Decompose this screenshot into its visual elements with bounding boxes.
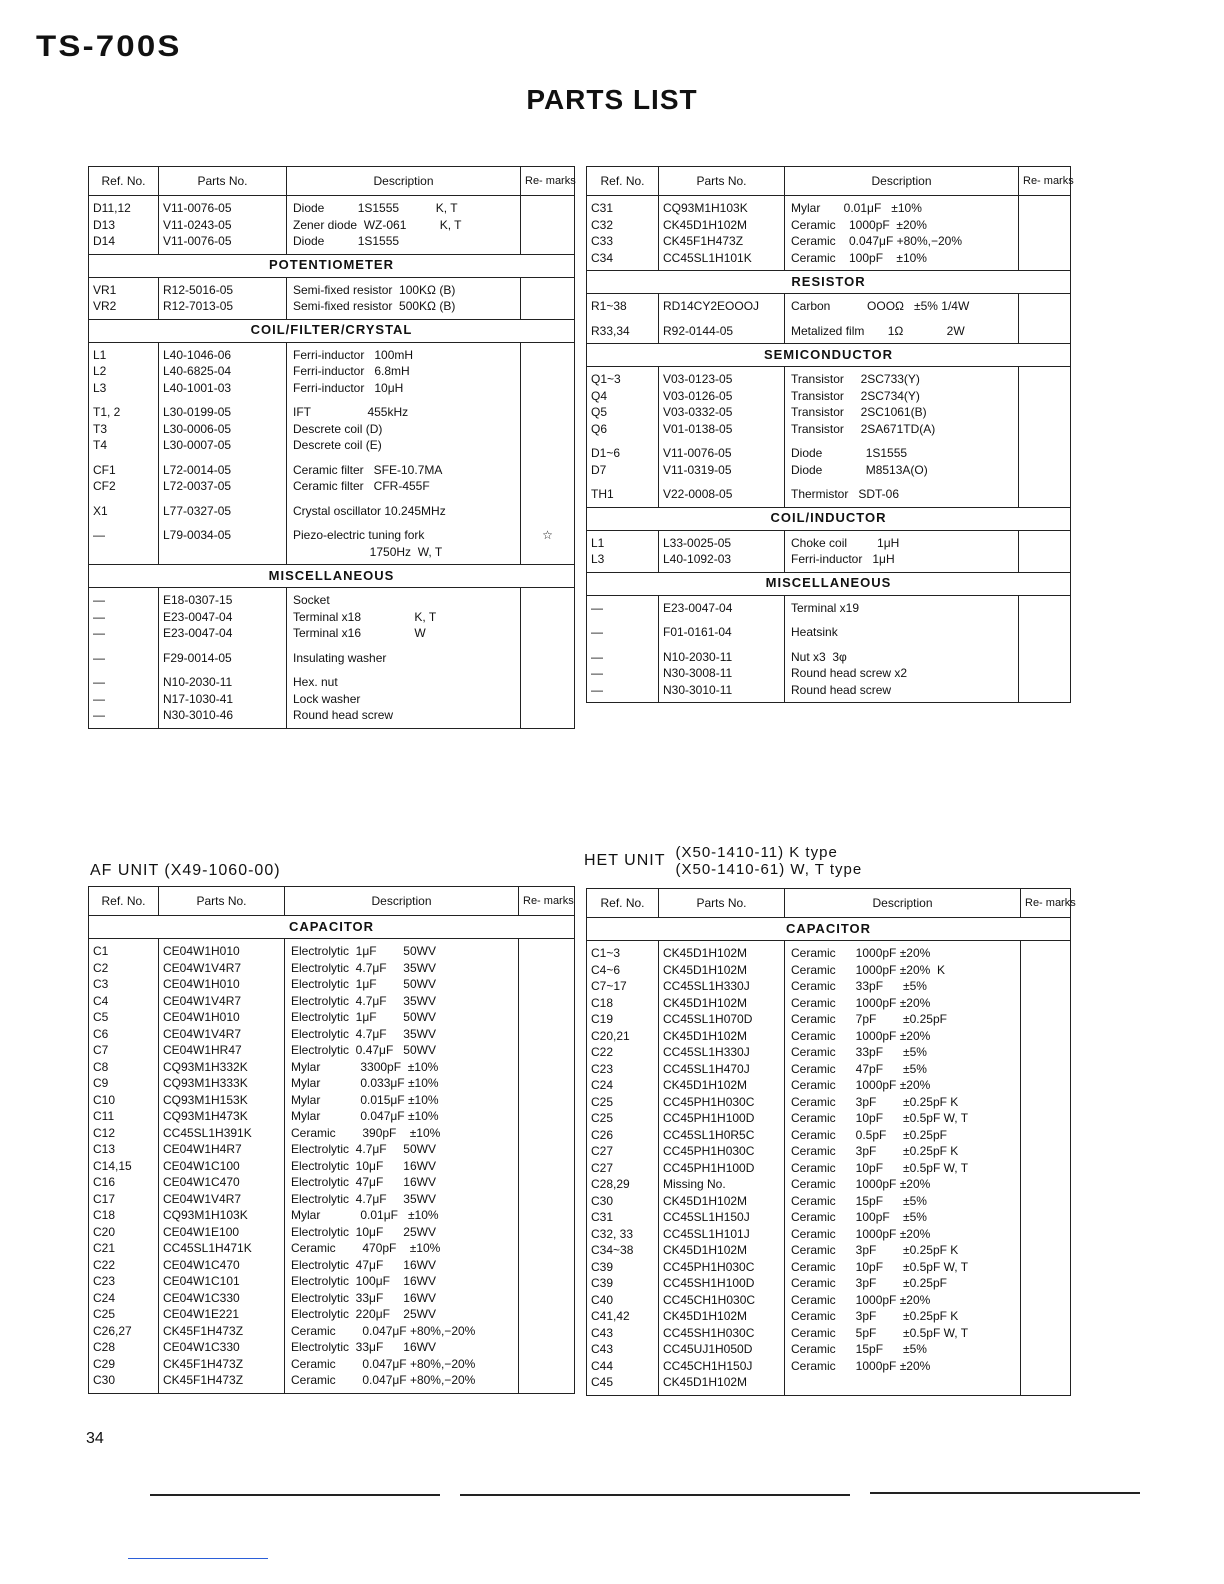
parts-no-cell: F29-0014-05 bbox=[159, 646, 287, 671]
het-unit-heading bbox=[584, 844, 862, 878]
description-cell: Ceramic 1000pF ±20% Ceramic 1000pF ±20% K Ceramic 33pF ±5% Ceramic 1000pF ±20% Ceramic 7pF ±0.25pF Ceramic 1000pF ±20% Ceramic 33pF ±5% Ceramic 47pF ±5% Ceramic 1000pF ±20% Ceramic 3pF ±0.25pF K Ceramic 10pF ±0.5pF W, T Ceramic 0.5pF ±0.25pF Ceramic 3pF ±0.25pF K Ceramic 10pF ±0.5pF W, T Ceramic 1000pF ±20% Ceramic 15pF ±5% Ceramic 100pF ±5% Ceramic 1000pF ±20% Ceramic 3pF ±0.25pF K Ceramic 10pF ±0.5pF W, T Ceramic 3pF ±0.25pF Ceramic 1000pF ±20% Ceramic 3pF ±0.25pF K Ceramic 5pF ±0.5pF W, T Ceramic 15pF ±5% Ceramic 1000pF ±20% bbox=[785, 941, 1021, 1396]
ref-no-cell: — bbox=[587, 620, 659, 645]
ref-no-cell: L1 L2 L3 bbox=[89, 342, 159, 400]
parts-no-cell: CQ93M1H103K CK45D1H102M CK45F1H473Z CC45SL1H101K bbox=[659, 196, 785, 271]
remarks-cell bbox=[1019, 441, 1071, 482]
description-header: Description bbox=[285, 887, 519, 916]
parts-no-cell: CE04W1H010 CE04W1V4R7 CE04W1H010 CE04W1V4R7 CE04W1H010 CE04W1V4R7 CE04W1HR47 CQ93M1H332K CQ93M1H333K CQ93M1H153K CQ93M1H473K CC45SL1H391K CE04W1H4R7 CE04W1C100 CE04W1C470 CE04W1V4R7 CQ93M1H103K CE04W1E100 CC45SL1H471K CE04W1C470 CE04W1C101 CE04W1C330 CE04W1E221 CK45F1H473Z CE04W1C330 CK45F1H473Z CK45F1H473Z bbox=[159, 939, 285, 1394]
ref-no-header: Ref. No. bbox=[89, 167, 159, 196]
section-row bbox=[89, 254, 575, 277]
section-title: COIL/INDUCTOR bbox=[587, 507, 1071, 530]
table-row bbox=[587, 319, 1071, 344]
ref-no-cell: C1 C2 C3 C4 C5 C6 C7 C8 C9 C10 C11 C12 C13 C14,15 C16 C17 C18 C20 C21 C22 C23 C24 C25 C26,27 C28 C29 C30 bbox=[89, 939, 159, 1394]
remarks-cell bbox=[1019, 530, 1071, 572]
remarks-cell bbox=[1019, 319, 1071, 344]
description-cell: Electrolytic 1μF 50WV Electrolytic 4.7μF 35WV Electrolytic 1μF 50WV Electrolytic 4.7μF 35WV Electrolytic 1μF 50WV Electrolytic 4.7μF 35WV Electrolytic 0.47μF 50WV Mylar 3300pF ±10% Mylar 0.033μF ±10% Mylar 0.015μF ±10% Mylar 0.047μF ±10% Ceramic 390pF ±10% Electrolytic 4.7μF 50WV Electrolytic 10μF 16WV Electrolytic 47μF 16WV Electrolytic 4.7μF 35WV Mylar 0.01μF ±10% Electrolytic 10μF 25WV Ceramic 470pF ±10% Electrolytic 47μF 16WV Electrolytic 100μF 16WV Electrolytic 33μF 16WV Electrolytic 220μF 25WV Ceramic 0.047μF +80%,−20% Electrolytic 33μF 16WV Ceramic 0.047μF +80%,−20% Ceramic 0.047μF +80%,−20% bbox=[285, 939, 519, 1394]
parts-no-header: Parts No. bbox=[659, 889, 785, 918]
parts-no-cell: E23-0047-04 bbox=[659, 595, 785, 620]
ref-no-cell: VR1 VR2 bbox=[89, 277, 159, 319]
parts-no-cell: V03-0123-05 V03-0126-05 V03-0332-05 V01-0138-05 bbox=[659, 367, 785, 442]
description-header: Description bbox=[785, 889, 1021, 918]
parts-no-cell: L30-0199-05 L30-0006-05 L30-0007-05 bbox=[159, 400, 287, 458]
table-row bbox=[587, 367, 1071, 442]
section-row bbox=[587, 271, 1071, 294]
ref-no-cell: R1~38 bbox=[587, 294, 659, 319]
ref-no-cell: X1 bbox=[89, 499, 159, 524]
description-cell: Terminal x19 bbox=[785, 595, 1019, 620]
het-unit-type-1: (X50-1410-11) K type bbox=[675, 844, 838, 861]
parts-no-cell: R12-5016-05 R12-7013-05 bbox=[159, 277, 287, 319]
remarks-cell bbox=[521, 196, 575, 255]
bottom-rule-middle bbox=[460, 1494, 850, 1496]
ref-no-cell: C31 C32 C33 C34 bbox=[587, 196, 659, 271]
section-title: RESISTOR bbox=[587, 271, 1071, 294]
ref-no-cell: TH1 bbox=[587, 482, 659, 507]
parts-no-cell: CK45D1H102M CK45D1H102M CC45SL1H330J CK45D1H102M CC45SL1H070D CK45D1H102M CC45SL1H330J CC45SL1H470J CK45D1H102M CC45PH1H030C CC45PH1H100D CC45SL1H0R5C CC45PH1H030C CC45PH1H100D Missing No. CK45D1H102M CC45SL1H150J CC45SL1H101J CK45D1H102M CC45PH1H030C CC45SH1H100D CC45CH1H030C CK45D1H102M CC45SH1H030C CC45UJ1H050D CC45CH1H150J CK45D1H102M bbox=[659, 941, 785, 1396]
ref-no-cell: — bbox=[587, 595, 659, 620]
het-unit-label: HET UNIT bbox=[584, 852, 666, 869]
parts-no-cell: V11-0076-05 V11-0319-05 bbox=[659, 441, 785, 482]
parts-no-header: Parts No. bbox=[159, 887, 285, 916]
parts-no-cell: N10-2030-11 N17-1030-41 N30-3010-46 bbox=[159, 670, 287, 728]
section-title: CAPACITOR bbox=[587, 918, 1071, 941]
ref-no-cell: T1, 2 T3 T4 bbox=[89, 400, 159, 458]
section-row bbox=[89, 565, 575, 588]
remarks-cell bbox=[1019, 196, 1071, 271]
ref-no-header: Ref. No. bbox=[587, 889, 659, 918]
het-unit-type-2: (X50-1410-61) W, T type bbox=[675, 861, 863, 878]
header-row bbox=[89, 887, 575, 916]
parts-no-cell: L77-0327-05 bbox=[159, 499, 287, 524]
table-row bbox=[89, 646, 575, 671]
table-row bbox=[587, 294, 1071, 319]
description-cell: Metalized film 1Ω 2W bbox=[785, 319, 1019, 344]
section-title: CAPACITOR bbox=[89, 916, 575, 939]
remarks-cell: ☆ bbox=[521, 523, 575, 565]
remarks-cell bbox=[521, 342, 575, 400]
remarks-cell bbox=[1019, 367, 1071, 442]
remarks-cell bbox=[521, 588, 575, 646]
ref-no-header: Ref. No. bbox=[89, 887, 159, 916]
description-cell: Diode 1S1555 Diode M8513A(O) bbox=[785, 441, 1019, 482]
remarks-cell bbox=[521, 646, 575, 671]
het-unit-types bbox=[675, 844, 862, 878]
ref-no-cell: — bbox=[89, 646, 159, 671]
section-title: POTENTIOMETER bbox=[89, 254, 575, 277]
table-row bbox=[89, 400, 575, 458]
description-cell: Nut x3 3φ Round head screw x2 Round head screw bbox=[785, 645, 1019, 703]
ref-no-cell: D11,12 D13 D14 bbox=[89, 196, 159, 255]
remarks-cell bbox=[1019, 482, 1071, 507]
page-title: PARTS LIST bbox=[526, 84, 698, 115]
description-cell: Ceramic filter SFE-10.7MA Ceramic filter CFR-455F bbox=[287, 458, 521, 499]
parts-no-cell: RD14CY2EOOOJ bbox=[659, 294, 785, 319]
table-row bbox=[89, 523, 575, 565]
scan-mark-line bbox=[128, 1558, 268, 1559]
het-unit-parts-table bbox=[586, 888, 1076, 1396]
ref-no-cell: — — — bbox=[89, 670, 159, 728]
remarks-header: Re- marks bbox=[521, 167, 575, 196]
description-cell: Hex. nut Lock washer Round head screw bbox=[287, 670, 521, 728]
bottom-rule-right bbox=[870, 1492, 1140, 1494]
table-row bbox=[587, 530, 1071, 572]
section-title: MISCELLANEOUS bbox=[89, 565, 575, 588]
description-header: Description bbox=[287, 167, 521, 196]
ref-no-cell: — — — bbox=[587, 645, 659, 703]
ref-no-cell: C1~3 C4~6 C7~17 C18 C19 C20,21 C22 C23 C24 C25 C25 C26 C27 C27 C28,29 C30 C31 C32, 33 C34~38 C39 C39 C40 C41,42 C43 C43 C44 C45 bbox=[587, 941, 659, 1396]
description-cell: Crystal oscillator 10.245MHz bbox=[287, 499, 521, 524]
remarks-cell bbox=[1019, 595, 1071, 620]
parts-no-cell: L72-0014-05 L72-0037-05 bbox=[159, 458, 287, 499]
remarks-cell bbox=[521, 499, 575, 524]
description-cell: Transistor 2SC733(Y) Transistor 2SC734(Y) Transistor 2SC1061(B) Transistor 2SA671TD(A) bbox=[785, 367, 1019, 442]
remarks-header: Re- marks bbox=[1021, 889, 1071, 918]
ref-no-cell: — bbox=[89, 523, 159, 565]
table-row bbox=[89, 196, 575, 255]
parts-no-cell: V22-0008-05 bbox=[659, 482, 785, 507]
remarks-header: Re- marks bbox=[519, 887, 575, 916]
header-row bbox=[89, 167, 575, 196]
parts-no-cell: L79-0034-05 bbox=[159, 523, 287, 565]
section-row bbox=[587, 572, 1071, 595]
remarks-header: Re- marks bbox=[1019, 167, 1071, 196]
remarks-cell bbox=[521, 458, 575, 499]
parts-no-cell: E18-0307-15 E23-0047-04 E23-0047-04 bbox=[159, 588, 287, 646]
table-row bbox=[587, 941, 1071, 1396]
description-cell: Socket Terminal x18 K, T Terminal x16 W bbox=[287, 588, 521, 646]
table-row bbox=[89, 458, 575, 499]
parts-no-header: Parts No. bbox=[659, 167, 785, 196]
upper-right-parts-table bbox=[586, 166, 1074, 703]
remarks-cell bbox=[521, 400, 575, 458]
af-unit-parts-table bbox=[88, 886, 575, 1394]
parts-no-cell: L40-1046-06 L40-6825-04 L40-1001-03 bbox=[159, 342, 287, 400]
header-row bbox=[587, 889, 1071, 918]
table-row bbox=[89, 499, 575, 524]
ref-no-cell: L1 L3 bbox=[587, 530, 659, 572]
remarks-cell bbox=[1021, 941, 1071, 1396]
remarks-cell bbox=[521, 277, 575, 319]
upper-left-parts-table bbox=[88, 166, 575, 729]
description-cell: Thermistor SDT-06 bbox=[785, 482, 1019, 507]
table-row bbox=[89, 939, 575, 1394]
table-row bbox=[587, 620, 1071, 645]
ref-no-header: Ref. No. bbox=[587, 167, 659, 196]
table-row bbox=[587, 196, 1071, 271]
description-cell: Insulating washer bbox=[287, 646, 521, 671]
ref-no-cell: R33,34 bbox=[587, 319, 659, 344]
remarks-cell bbox=[1019, 645, 1071, 703]
table-row bbox=[587, 441, 1071, 482]
af-unit-title: AF UNIT (X49-1060-00) bbox=[90, 862, 281, 879]
description-cell: Ferri-inductor 100mH Ferri-inductor 6.8mH Ferri-inductor 10μH bbox=[287, 342, 521, 400]
description-header: Description bbox=[785, 167, 1019, 196]
table-row bbox=[89, 277, 575, 319]
description-cell: IFT 455kHz Descrete coil (D) Descrete coil (E) bbox=[287, 400, 521, 458]
section-title: COIL/FILTER/CRYSTAL bbox=[89, 319, 575, 342]
description-cell: Heatsink bbox=[785, 620, 1019, 645]
header-row bbox=[587, 167, 1071, 196]
table-row bbox=[587, 482, 1071, 507]
table-row bbox=[89, 342, 575, 400]
parts-no-cell: F01-0161-04 bbox=[659, 620, 785, 645]
section-title: SEMICONDUCTOR bbox=[587, 344, 1071, 367]
description-cell: Piezo-electric tuning fork 1750Hz W, T bbox=[287, 523, 521, 565]
remarks-cell bbox=[1019, 294, 1071, 319]
page-number: 34 bbox=[86, 1430, 104, 1447]
section-row bbox=[89, 916, 575, 939]
description-cell: Semi-fixed resistor 100KΩ (B) Semi-fixed resistor 500KΩ (B) bbox=[287, 277, 521, 319]
description-cell: Choke coil 1μH Ferri-inductor 1μH bbox=[785, 530, 1019, 572]
section-row bbox=[89, 319, 575, 342]
ref-no-cell: — — — bbox=[89, 588, 159, 646]
ref-no-cell: Q1~3 Q4 Q5 Q6 bbox=[587, 367, 659, 442]
section-row bbox=[587, 918, 1071, 941]
description-cell: Diode 1S1555 K, T Zener diode WZ-061 K, T Diode 1S1555 bbox=[287, 196, 521, 255]
remarks-cell bbox=[521, 670, 575, 728]
bottom-rule-left bbox=[150, 1494, 440, 1496]
parts-no-cell: R92-0144-05 bbox=[659, 319, 785, 344]
table-row bbox=[587, 645, 1071, 703]
model-number: TS-700S bbox=[36, 30, 182, 63]
description-cell: Carbon OOOΩ ±5% 1/4W bbox=[785, 294, 1019, 319]
parts-no-cell: N10-2030-11 N30-3008-11 N30-3010-11 bbox=[659, 645, 785, 703]
parts-no-cell: V11-0076-05 V11-0243-05 V11-0076-05 bbox=[159, 196, 287, 255]
table-row bbox=[587, 595, 1071, 620]
section-row bbox=[587, 344, 1071, 367]
ref-no-cell: CF1 CF2 bbox=[89, 458, 159, 499]
parts-no-header: Parts No. bbox=[159, 167, 287, 196]
section-title: MISCELLANEOUS bbox=[587, 572, 1071, 595]
remarks-cell bbox=[519, 939, 575, 1394]
description-cell: Mylar 0.01μF ±10% Ceramic 1000pF ±20% Ceramic 0.047μF +80%,−20% Ceramic 100pF ±10% bbox=[785, 196, 1019, 271]
section-row bbox=[587, 507, 1071, 530]
table-row bbox=[89, 670, 575, 728]
table-row bbox=[89, 588, 575, 646]
ref-no-cell: D1~6 D7 bbox=[587, 441, 659, 482]
remarks-cell bbox=[1019, 620, 1071, 645]
parts-no-cell: L33-0025-05 L40-1092-03 bbox=[659, 530, 785, 572]
